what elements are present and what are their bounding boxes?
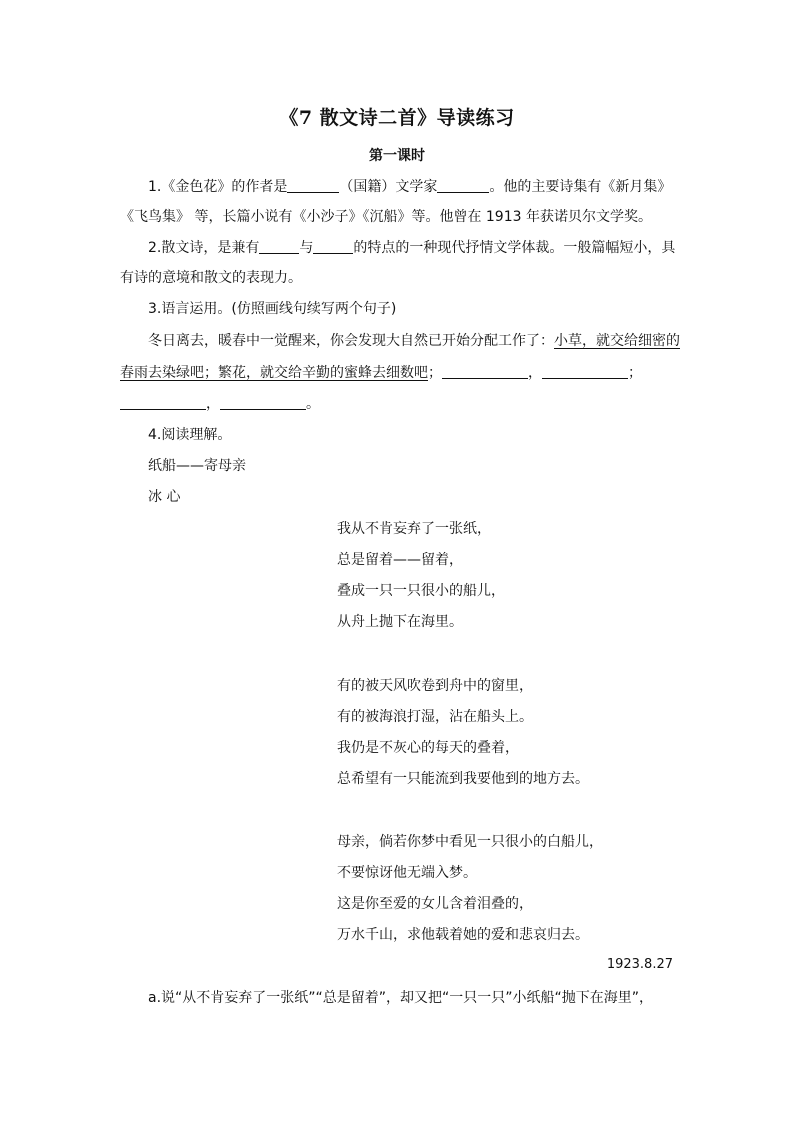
poem-line: 叠成一只一只很小的船儿，	[337, 583, 505, 599]
poem-author: 冰 心	[148, 489, 181, 505]
answer-blank[interactable]	[542, 364, 628, 379]
question-3-line-2: 春雨去染绿吧；繁花，就交给辛勤的蜜蜂去细数吧； ， ；	[120, 365, 642, 381]
question-1-line-2: 《飞鸟集》 等，长篇小说有《小沙子》《沉船》等。他曾在 1913 年获诺贝尔文学奖。	[120, 209, 652, 225]
poem-line: 不要惊讶他无端入梦。	[337, 865, 477, 881]
poem-line: 有的被海浪打湿，沾在船头上。	[337, 709, 533, 725]
poem-line: 总是留着——留着，	[337, 552, 463, 568]
answer-blank[interactable]	[120, 395, 206, 410]
question-4-heading: 4.阅读理解。	[148, 427, 232, 443]
lesson-subtitle: 第一课时	[369, 148, 425, 164]
question-3-line-3: ， 。	[120, 394, 320, 414]
answer-blank[interactable]	[287, 178, 339, 193]
poem-line: 万水千山，求他载着她的爱和悲哀归去。	[337, 927, 589, 943]
underlined-sentence: 小草，就交给细密的	[554, 333, 680, 349]
question-2-line-1: 2.散文诗，是兼有 与 的特点的一种现代抒情文学体裁。一般篇幅短小，具	[148, 240, 676, 256]
underlined-sentence: 春雨去染绿吧；繁花，就交给辛勤的蜜蜂去细数吧	[120, 365, 428, 381]
answer-blank[interactable]	[437, 178, 489, 193]
question-4a: a.说“从不肯妄弃了一张纸”“总是留着”，却又把“一只一只”小纸船“抛下在海里”，	[148, 990, 654, 1006]
poem-date: 1923.8.27	[606, 957, 673, 972]
question-3-heading: 3.语言运用。(仿照画线句续写两个句子)	[148, 301, 397, 317]
poem-line: 母亲，倘若你梦中看见一只很小的白船儿，	[337, 834, 603, 850]
question-2-line-2: 有诗的意境和散文的表现力。	[120, 270, 302, 286]
page-title: 《7 散文诗二首》导读练习	[279, 107, 515, 129]
poem-line: 总希望有一只能流到我要他到的地方去。	[337, 771, 589, 787]
poem-line: 从舟上抛下在海里。	[337, 614, 463, 630]
poem-line: 这是你至爱的女儿含着泪叠的，	[337, 896, 533, 912]
answer-blank[interactable]	[220, 395, 306, 410]
poem-line: 我仍是不灰心的每天的叠着，	[337, 740, 519, 756]
poem-line: 我从不肯妄弃了一张纸，	[337, 521, 491, 537]
answer-blank[interactable]	[313, 239, 353, 254]
question-3-line-1: 冬日离去，暖春中一觉醒来，你会发现大自然已开始分配工作了：小草，就交给细密的	[148, 333, 680, 349]
answer-blank[interactable]	[442, 364, 528, 379]
poem-title: 纸船——寄母亲	[148, 458, 246, 474]
poem-line: 有的被天风吹卷到舟中的窗里，	[337, 678, 533, 694]
question-1-line-1: 1.《金色花》的作者是 （国籍）文学家 。他的主要诗集有《新月集》	[148, 179, 672, 195]
answer-blank[interactable]	[259, 239, 299, 254]
